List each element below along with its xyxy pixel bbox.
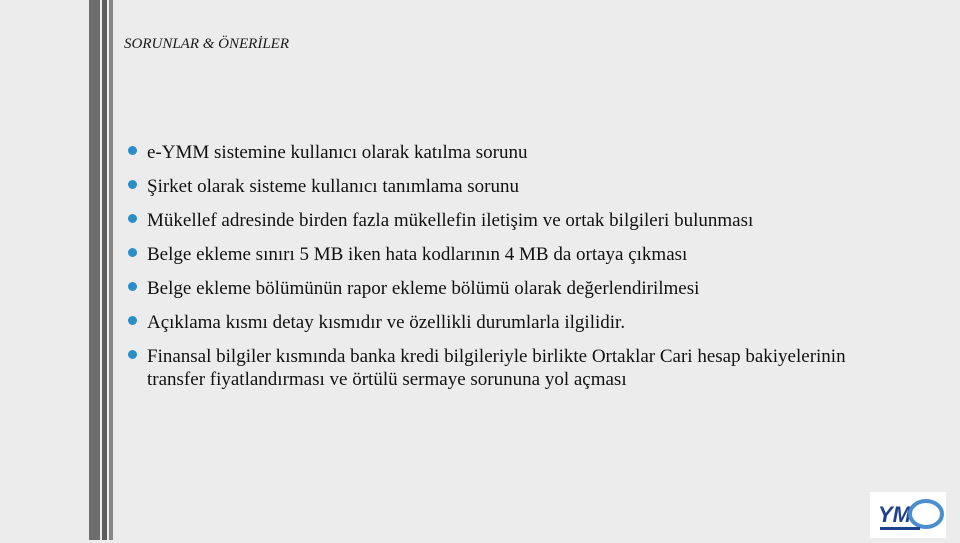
- bullet-text: Finansal bilgiler kısmında banka kredi bilgileriyle birlikte Ortaklar Cari hesap bakiyelerinin transfer fiyatlandırması ve örtülü sermaye sorununa yol açması: [147, 346, 846, 390]
- bullet-text: Belge ekleme sınırı 5 MB iken hata kodlarının 4 MB da ortaya çıkması: [147, 244, 688, 265]
- bullet-icon: [128, 214, 137, 223]
- bullet-icon: [128, 146, 137, 155]
- bullet-text: Şirket olarak sisteme kullanıcı tanımlama sorunu: [147, 176, 519, 197]
- bullet-text: Belge ekleme bölümünün rapor ekleme bölümü olarak değerlendirilmesi: [147, 278, 700, 299]
- list-item: [128, 209, 858, 232]
- bullet-icon: [128, 316, 137, 325]
- bullet-text: e-YMM sistemine kullanıcı olarak katılma sorunu: [147, 142, 528, 163]
- bullet-text: Açıklama kısmı detay kısmıdır ve özellikli durumlarla ilgilidir.: [147, 312, 626, 333]
- bullet-list: [128, 141, 858, 402]
- decorative-bar: [89, 0, 100, 540]
- bullet-icon: [128, 248, 137, 257]
- slide-title: SORUNLAR & ÖNERİLER: [124, 36, 289, 52]
- ymm-logo-icon: [870, 492, 946, 538]
- bullet-icon: [128, 180, 137, 189]
- list-item: [128, 345, 858, 391]
- list-item: [128, 243, 858, 266]
- decorative-bar: [102, 0, 107, 540]
- bullet-text: Mükellef adresinde birden fazla mükellefin iletişim ve ortak bilgileri bulunması: [147, 210, 754, 231]
- decorative-bar: [109, 0, 113, 540]
- list-item: [128, 277, 858, 300]
- bullet-icon: [128, 282, 137, 291]
- svg-text:YM: YM: [878, 502, 911, 527]
- bullet-icon: [128, 350, 137, 359]
- list-item: [128, 141, 858, 164]
- list-item: [128, 311, 858, 334]
- list-item: [128, 175, 858, 198]
